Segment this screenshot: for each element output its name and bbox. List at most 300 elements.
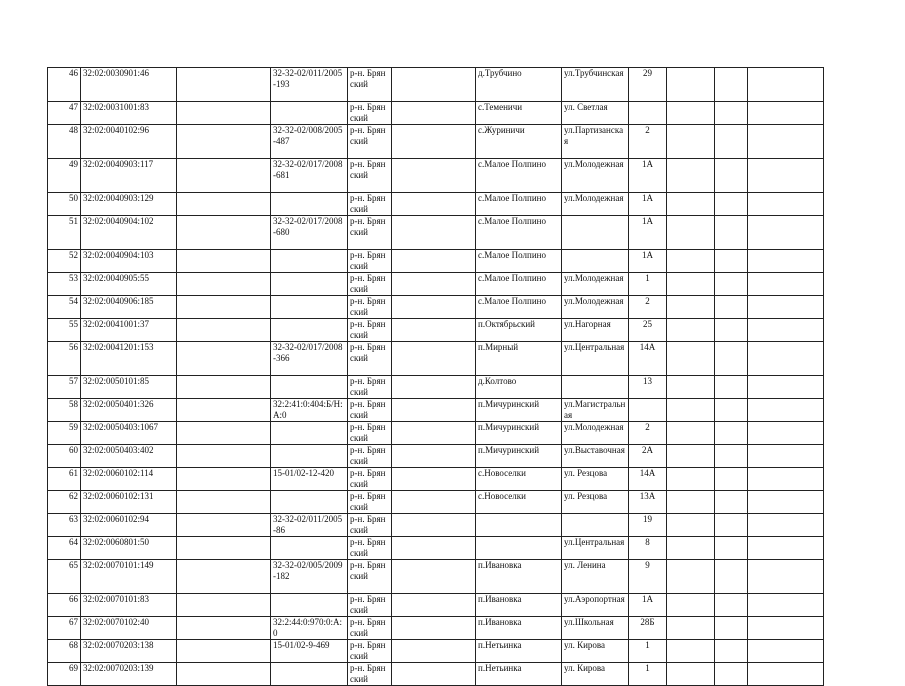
street-cell: ул.Школьная: [562, 617, 629, 640]
district-cell: р-н. Брянский: [348, 445, 392, 468]
street-cell: ул.Аэропортная: [562, 594, 629, 617]
table-row: [48, 594, 824, 617]
cadastral-number-cell: 32:02:0050403:402: [81, 445, 177, 468]
registration-number-cell: 32-32-02/017/2008-366: [271, 342, 348, 376]
table-row: [48, 125, 824, 159]
blank-cell: [177, 159, 271, 193]
blank-cell: [177, 399, 271, 422]
blank-cell: [748, 422, 824, 445]
house-number-cell: 1А: [629, 159, 667, 193]
blank-cell: [177, 376, 271, 399]
blank-cell: [177, 102, 271, 125]
street-cell: ул.Молодежная: [562, 422, 629, 445]
cadastral-number-cell: 32:02:0041001:37: [81, 319, 177, 342]
cadastral-number-cell: 32:02:0060801:50: [81, 537, 177, 560]
blank-cell: [715, 159, 748, 193]
settlement-cell: п.Мичуринский: [476, 445, 562, 468]
table-row: [48, 296, 824, 319]
district-cell: р-н. Брянский: [348, 342, 392, 376]
registration-number-cell: 32-32-02/017/2008-680: [271, 216, 348, 250]
street-cell: ул. Ленина: [562, 560, 629, 594]
blank-cell: [667, 273, 715, 296]
cadastral-number-cell: 32:02:0050401:326: [81, 399, 177, 422]
row-number-cell: 69: [48, 663, 81, 686]
blank-cell: [392, 102, 476, 125]
blank-cell: [392, 68, 476, 102]
row-number-cell: 51: [48, 216, 81, 250]
blank-cell: [748, 273, 824, 296]
district-cell: р-н. Брянский: [348, 102, 392, 125]
blank-cell: [667, 193, 715, 216]
blank-cell: [748, 537, 824, 560]
district-cell: р-н. Брянский: [348, 125, 392, 159]
table-row: [48, 422, 824, 445]
blank-cell: [748, 193, 824, 216]
row-number-cell: 56: [48, 342, 81, 376]
blank-cell: [667, 216, 715, 250]
row-number-cell: 57: [48, 376, 81, 399]
settlement-cell: п.Мичуринский: [476, 399, 562, 422]
blank-cell: [392, 640, 476, 663]
blank-cell: [715, 319, 748, 342]
registration-number-cell: 32-32-02/017/2008-681: [271, 159, 348, 193]
blank-cell: [392, 617, 476, 640]
registration-number-cell: [271, 376, 348, 399]
street-cell: [562, 250, 629, 273]
house-number-cell: 14А: [629, 468, 667, 491]
blank-cell: [715, 594, 748, 617]
blank-cell: [392, 445, 476, 468]
registration-number-cell: 32:2:41:0:404:Б/Н:А:0: [271, 399, 348, 422]
row-number-cell: 61: [48, 468, 81, 491]
blank-cell: [392, 537, 476, 560]
blank-cell: [667, 640, 715, 663]
street-cell: ул.Выставочная: [562, 445, 629, 468]
cadastral-number-cell: 32:02:0040903:117: [81, 159, 177, 193]
blank-cell: [748, 342, 824, 376]
blank-cell: [748, 640, 824, 663]
blank-cell: [667, 250, 715, 273]
blank-cell: [715, 342, 748, 376]
blank-cell: [715, 125, 748, 159]
street-cell: [562, 216, 629, 250]
district-cell: р-н. Брянский: [348, 663, 392, 686]
blank-cell: [177, 296, 271, 319]
blank-cell: [177, 193, 271, 216]
blank-cell: [715, 422, 748, 445]
row-number-cell: 66: [48, 594, 81, 617]
cadastral-number-cell: 32:02:0070102:40: [81, 617, 177, 640]
table-row: [48, 399, 824, 422]
house-number-cell: 25: [629, 319, 667, 342]
settlement-cell: с.Теменичи: [476, 102, 562, 125]
blank-cell: [392, 193, 476, 216]
blank-cell: [392, 319, 476, 342]
blank-cell: [392, 399, 476, 422]
blank-cell: [715, 537, 748, 560]
registration-number-cell: [271, 273, 348, 296]
blank-cell: [392, 342, 476, 376]
district-cell: р-н. Брянский: [348, 376, 392, 399]
district-cell: р-н. Брянский: [348, 296, 392, 319]
cadastral-number-cell: 32:02:0050403:1067: [81, 422, 177, 445]
registration-number-cell: 32-32-02/008/2005-487: [271, 125, 348, 159]
blank-cell: [667, 102, 715, 125]
house-number-cell: 1: [629, 663, 667, 686]
house-number-cell: 1: [629, 273, 667, 296]
district-cell: р-н. Брянский: [348, 640, 392, 663]
house-number-cell: 1А: [629, 193, 667, 216]
street-cell: ул.Нагорная: [562, 319, 629, 342]
blank-cell: [177, 342, 271, 376]
street-cell: [562, 514, 629, 537]
table-row: [48, 193, 824, 216]
house-number-cell: 1: [629, 640, 667, 663]
row-number-cell: 53: [48, 273, 81, 296]
registration-number-cell: [271, 296, 348, 319]
blank-cell: [715, 102, 748, 125]
table-row: [48, 376, 824, 399]
table-row: [48, 468, 824, 491]
blank-cell: [667, 594, 715, 617]
blank-cell: [748, 399, 824, 422]
table-row: [48, 617, 824, 640]
cadastral-number-cell: 32:02:0060102:94: [81, 514, 177, 537]
cadastral-number-cell: 32:02:0030901:46: [81, 68, 177, 102]
blank-cell: [715, 376, 748, 399]
blank-cell: [748, 102, 824, 125]
house-number-cell: 9: [629, 560, 667, 594]
registration-number-cell: [271, 663, 348, 686]
blank-cell: [748, 68, 824, 102]
blank-cell: [177, 422, 271, 445]
blank-cell: [177, 68, 271, 102]
district-cell: р-н. Брянский: [348, 514, 392, 537]
blank-cell: [177, 537, 271, 560]
blank-cell: [667, 399, 715, 422]
blank-cell: [715, 250, 748, 273]
table-row: [48, 319, 824, 342]
row-number-cell: 47: [48, 102, 81, 125]
house-number-cell: 14А: [629, 342, 667, 376]
row-number-cell: 49: [48, 159, 81, 193]
district-cell: р-н. Брянский: [348, 594, 392, 617]
table-row: [48, 560, 824, 594]
settlement-cell: п.Ивановка: [476, 560, 562, 594]
blank-cell: [748, 216, 824, 250]
street-cell: ул. Резцова: [562, 491, 629, 514]
blank-cell: [667, 468, 715, 491]
row-number-cell: 67: [48, 617, 81, 640]
registration-number-cell: 15-01/02-12-420: [271, 468, 348, 491]
house-number-cell: 13: [629, 376, 667, 399]
registration-number-cell: [271, 491, 348, 514]
blank-cell: [177, 594, 271, 617]
settlement-cell: д.Трубчино: [476, 68, 562, 102]
table-row: [48, 491, 824, 514]
settlement-cell: с.Малое Полпино: [476, 250, 562, 273]
street-cell: ул.Молодежная: [562, 273, 629, 296]
row-number-cell: 55: [48, 319, 81, 342]
row-number-cell: 48: [48, 125, 81, 159]
table-row: [48, 640, 824, 663]
blank-cell: [748, 319, 824, 342]
blank-cell: [177, 468, 271, 491]
blank-cell: [667, 125, 715, 159]
cadastral-number-cell: 32:02:0040102:96: [81, 125, 177, 159]
settlement-cell: п.Октябрьский: [476, 319, 562, 342]
district-cell: р-н. Брянский: [348, 193, 392, 216]
house-number-cell: 2: [629, 125, 667, 159]
cadastral-number-cell: 32:02:0040903:129: [81, 193, 177, 216]
settlement-cell: с.Новоселки: [476, 491, 562, 514]
cadastral-number-cell: 32:02:0070203:138: [81, 640, 177, 663]
settlement-cell: с.Новоселки: [476, 468, 562, 491]
blank-cell: [748, 250, 824, 273]
district-cell: р-н. Брянский: [348, 560, 392, 594]
blank-cell: [715, 468, 748, 491]
blank-cell: [715, 663, 748, 686]
blank-cell: [715, 216, 748, 250]
cadastral-number-cell: 32:02:0060102:114: [81, 468, 177, 491]
registration-number-cell: 32:2:44:0:970:0:А:0: [271, 617, 348, 640]
blank-cell: [392, 663, 476, 686]
registration-number-cell: [271, 422, 348, 445]
blank-cell: [715, 273, 748, 296]
district-cell: р-н. Брянский: [348, 468, 392, 491]
house-number-cell: 8: [629, 537, 667, 560]
street-cell: ул. Кирова: [562, 663, 629, 686]
blank-cell: [392, 376, 476, 399]
blank-cell: [667, 617, 715, 640]
blank-cell: [748, 594, 824, 617]
row-number-cell: 62: [48, 491, 81, 514]
blank-cell: [715, 617, 748, 640]
blank-cell: [392, 216, 476, 250]
settlement-cell: п.Мирный: [476, 342, 562, 376]
table-row: [48, 537, 824, 560]
blank-cell: [392, 159, 476, 193]
cadastral-number-cell: 32:02:0040904:103: [81, 250, 177, 273]
street-cell: ул.Молодежная: [562, 296, 629, 319]
house-number-cell: 28Б: [629, 617, 667, 640]
district-cell: р-н. Брянский: [348, 319, 392, 342]
blank-cell: [177, 250, 271, 273]
blank-cell: [748, 125, 824, 159]
blank-cell: [392, 422, 476, 445]
district-cell: р-н. Брянский: [348, 399, 392, 422]
table-row: [48, 159, 824, 193]
house-number-cell: [629, 102, 667, 125]
settlement-cell: п.Ивановка: [476, 617, 562, 640]
blank-cell: [392, 273, 476, 296]
blank-cell: [748, 296, 824, 319]
settlement-cell: с.Малое Полпино: [476, 216, 562, 250]
street-cell: ул.Трубчинская: [562, 68, 629, 102]
street-cell: ул.Центральная: [562, 342, 629, 376]
blank-cell: [667, 319, 715, 342]
table-row: [48, 663, 824, 686]
blank-cell: [667, 422, 715, 445]
table-body: [48, 68, 824, 686]
street-cell: ул.Партизанская: [562, 125, 629, 159]
registration-number-cell: [271, 102, 348, 125]
registration-number-cell: [271, 594, 348, 617]
cadastral-number-cell: 32:02:0050101:85: [81, 376, 177, 399]
cadastral-number-cell: 32:02:0041201:153: [81, 342, 177, 376]
blank-cell: [715, 399, 748, 422]
settlement-cell: с.Малое Полпино: [476, 159, 562, 193]
blank-cell: [667, 296, 715, 319]
blank-cell: [715, 640, 748, 663]
settlement-cell: п.Нетьинка: [476, 640, 562, 663]
house-number-cell: 2А: [629, 445, 667, 468]
blank-cell: [715, 296, 748, 319]
district-cell: р-н. Брянский: [348, 491, 392, 514]
cadastral-number-cell: 32:02:0040906:185: [81, 296, 177, 319]
table-row: [48, 445, 824, 468]
blank-cell: [392, 560, 476, 594]
street-cell: [562, 376, 629, 399]
blank-cell: [715, 491, 748, 514]
blank-cell: [667, 68, 715, 102]
registration-number-cell: [271, 193, 348, 216]
cadastral-number-cell: 32:02:0060102:131: [81, 491, 177, 514]
blank-cell: [715, 560, 748, 594]
table-row: [48, 514, 824, 537]
blank-cell: [177, 319, 271, 342]
blank-cell: [177, 617, 271, 640]
table-row: [48, 216, 824, 250]
blank-cell: [748, 514, 824, 537]
cadastral-number-cell: 32:02:0031001:83: [81, 102, 177, 125]
row-number-cell: 58: [48, 399, 81, 422]
blank-cell: [177, 560, 271, 594]
settlement-cell: с.Малое Полпино: [476, 193, 562, 216]
blank-cell: [392, 250, 476, 273]
blank-cell: [177, 491, 271, 514]
row-number-cell: 52: [48, 250, 81, 273]
blank-cell: [748, 663, 824, 686]
property-registry-table: [47, 67, 824, 686]
blank-cell: [392, 296, 476, 319]
blank-cell: [748, 376, 824, 399]
house-number-cell: 19: [629, 514, 667, 537]
blank-cell: [715, 68, 748, 102]
table-row: [48, 68, 824, 102]
blank-cell: [748, 491, 824, 514]
row-number-cell: 65: [48, 560, 81, 594]
cadastral-number-cell: 32:02:0040904:102: [81, 216, 177, 250]
blank-cell: [748, 560, 824, 594]
settlement-cell: п.Мичуринский: [476, 422, 562, 445]
blank-cell: [667, 537, 715, 560]
blank-cell: [715, 445, 748, 468]
blank-cell: [667, 342, 715, 376]
registration-number-cell: 15-01/02-9-469: [271, 640, 348, 663]
house-number-cell: 13А: [629, 491, 667, 514]
blank-cell: [667, 159, 715, 193]
row-number-cell: 59: [48, 422, 81, 445]
district-cell: р-н. Брянский: [348, 250, 392, 273]
settlement-cell: п.Ивановка: [476, 594, 562, 617]
registration-number-cell: 32-32-02/011/2005-193: [271, 68, 348, 102]
cadastral-number-cell: 32:02:0070101:83: [81, 594, 177, 617]
registration-number-cell: [271, 250, 348, 273]
row-number-cell: 68: [48, 640, 81, 663]
blank-cell: [667, 376, 715, 399]
house-number-cell: 1А: [629, 594, 667, 617]
street-cell: ул.Центральная: [562, 537, 629, 560]
district-cell: р-н. Брянский: [348, 216, 392, 250]
street-cell: ул. Светлая: [562, 102, 629, 125]
street-cell: ул.Молодежная: [562, 159, 629, 193]
cadastral-number-cell: 32:02:0070203:139: [81, 663, 177, 686]
row-number-cell: 64: [48, 537, 81, 560]
registration-number-cell: [271, 445, 348, 468]
district-cell: р-н. Брянский: [348, 617, 392, 640]
district-cell: р-н. Брянский: [348, 273, 392, 296]
table-row: [48, 250, 824, 273]
district-cell: р-н. Брянский: [348, 537, 392, 560]
cadastral-number-cell: 32:02:0070101:149: [81, 560, 177, 594]
settlement-cell: с.Малое Полпино: [476, 296, 562, 319]
blank-cell: [177, 445, 271, 468]
blank-cell: [748, 445, 824, 468]
district-cell: р-н. Брянский: [348, 159, 392, 193]
blank-cell: [392, 514, 476, 537]
settlement-cell: п.Нетьинка: [476, 663, 562, 686]
blank-cell: [392, 491, 476, 514]
street-cell: ул.Магистральная: [562, 399, 629, 422]
blank-cell: [715, 193, 748, 216]
street-cell: ул. Резцова: [562, 468, 629, 491]
row-number-cell: 54: [48, 296, 81, 319]
row-number-cell: 63: [48, 514, 81, 537]
blank-cell: [748, 159, 824, 193]
table-row: [48, 342, 824, 376]
blank-cell: [667, 514, 715, 537]
blank-cell: [177, 514, 271, 537]
blank-cell: [177, 216, 271, 250]
blank-cell: [667, 491, 715, 514]
settlement-cell: с.Малое Полпино: [476, 273, 562, 296]
row-number-cell: 46: [48, 68, 81, 102]
house-number-cell: 1А: [629, 250, 667, 273]
row-number-cell: 60: [48, 445, 81, 468]
district-cell: р-н. Брянский: [348, 422, 392, 445]
house-number-cell: 1А: [629, 216, 667, 250]
blank-cell: [177, 640, 271, 663]
settlement-cell: с.Журиничи: [476, 125, 562, 159]
blank-cell: [177, 663, 271, 686]
blank-cell: [177, 125, 271, 159]
row-number-cell: 50: [48, 193, 81, 216]
blank-cell: [748, 468, 824, 491]
house-number-cell: 29: [629, 68, 667, 102]
blank-cell: [392, 125, 476, 159]
blank-cell: [667, 560, 715, 594]
settlement-cell: [476, 537, 562, 560]
house-number-cell: 2: [629, 296, 667, 319]
blank-cell: [177, 273, 271, 296]
cadastral-number-cell: 32:02:0040905:55: [81, 273, 177, 296]
table-row: [48, 102, 824, 125]
table-row: [48, 273, 824, 296]
blank-cell: [392, 594, 476, 617]
registration-number-cell: 32-32-02/011/2005-86: [271, 514, 348, 537]
registration-number-cell: 32-32-02/005/2009-182: [271, 560, 348, 594]
